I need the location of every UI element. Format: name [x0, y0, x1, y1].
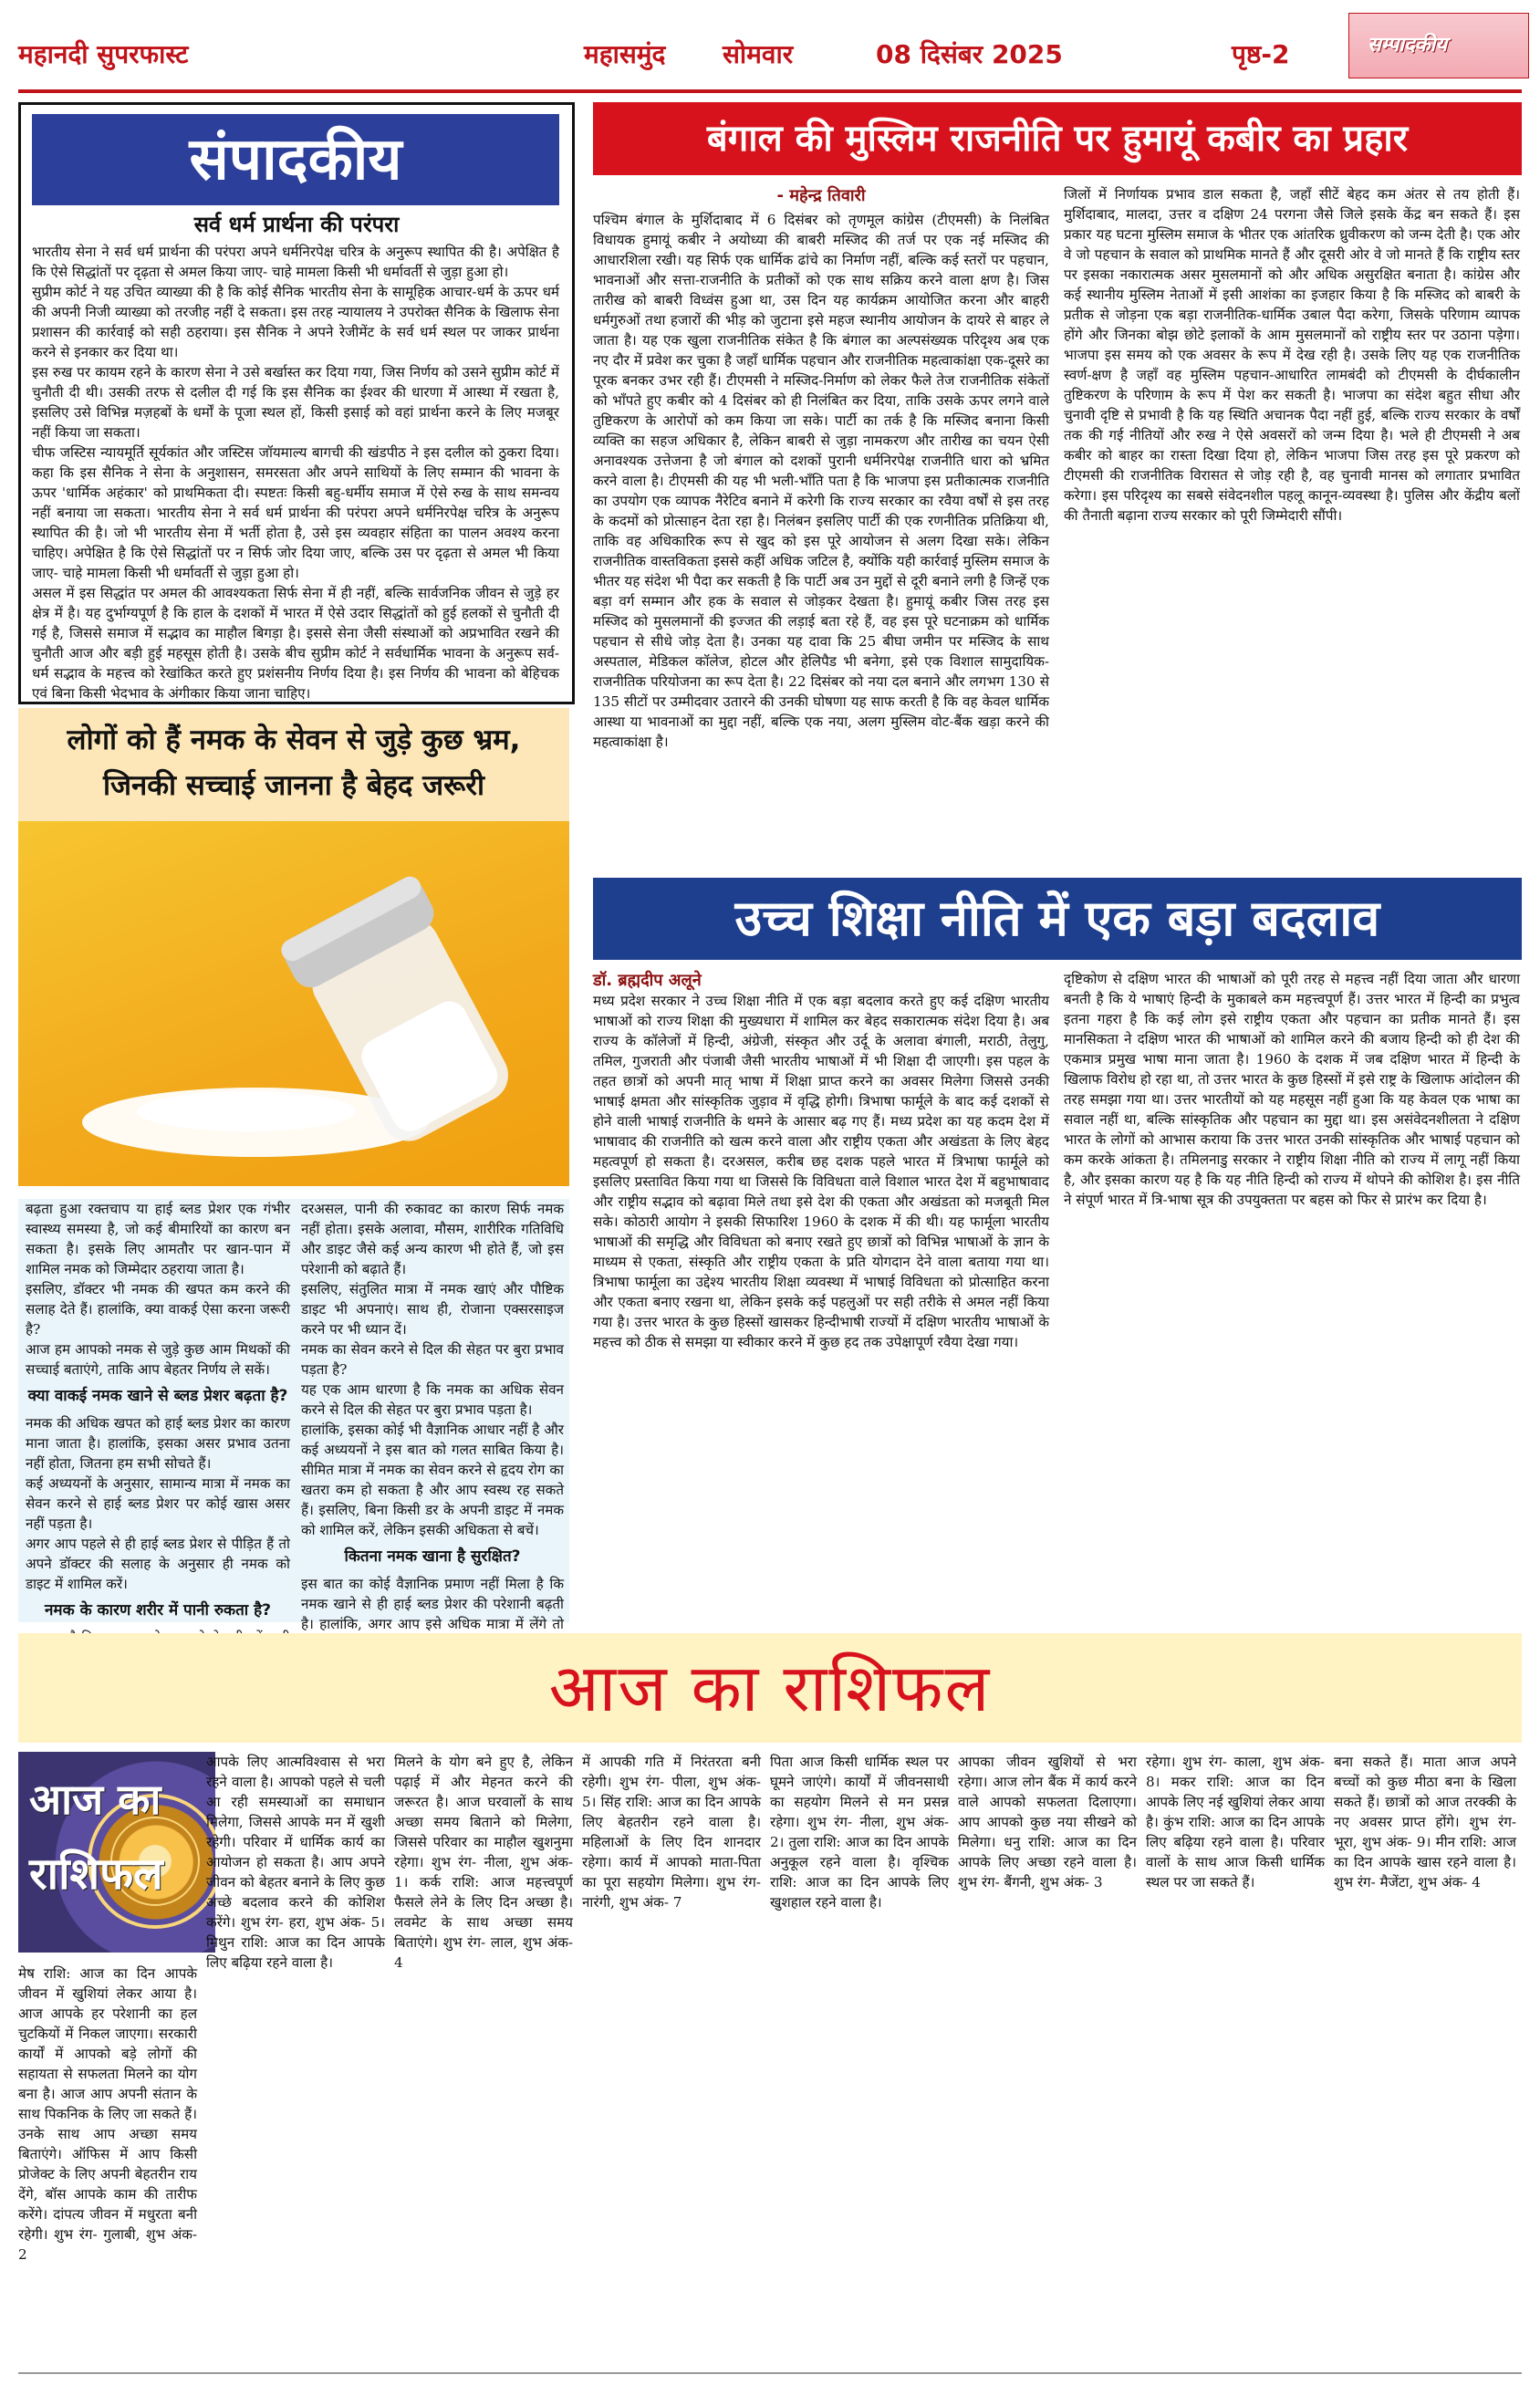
bengal-article — [593, 102, 1522, 870]
education-headline: उच्च शिक्षा नीति में एक बड़ा बदलाव — [593, 878, 1522, 960]
bengal-column-1 — [593, 184, 1049, 752]
rashifal-column: मिलने के योग बने हुए है, लेकिन पढ़ाई में और मेहनत करने की जरूरत है। आज घरवालों के साथ अच्छा समय बिताने को मिलेगा, जिससे परिवार का माहौल खुशनुमा रहेगा। शुभ रंग- नीला, शुभ अंक- 1। कर्क राशि: आज महत्त्वपूर्ण फैसले लेने के लिए दिन अच्छा है। लवमेट के साथ अच्छा समय बिताएंगे। शुभ रंग- लाल, शुभ अंक- 4 — [394, 1754, 573, 1971]
day-name: सोमवार — [723, 39, 794, 69]
rashifal-logo-line2: राशिफल — [29, 1849, 163, 1900]
bengal-paragraph: पश्चिम बंगाल के मुर्शिदाबाद में 6 दिसंबर को तृणमूल कांग्रेस (टीएमसी) के निलंबित विधायक हुमायूं कबीर ने अयोध्या की बाबरी मस्जिद की तर्ज पर एक नई मस्जिद की आधारशिला रखी। यह सिर्फ एक धार्मिक ढांचे का निर्माण नहीं, बल्कि कई स्तरों पर पहचान, भावनाओं और सत्ता-राजनीति के प्रतीकों को एक साथ सक्रिय करने वाला क्षण है। जिस तारीख को बाबरी विध्वंस हुआ था, उस दिन यह कार्यक्रम आयोजित करना और बाहरी धर्मगुरुओं तथा हजारों की भीड़ को जुटाना इसे महज स्थानीय आयोजन के दायरे से बाहर ले जाता है। यह एक खुला राजनीतिक संकेत है कि बंगाल का अल्पसंख्यक परिदृश्य अब एक नए दौर में प्रवेश कर चुका है जहाँ धार्मिक पहचान और राजनीतिक महत्वाकांक्षा एक-दूसरे का पूरक बनकर उभर रही हैं। टीएमसी ने मस्जिद-निर्माण को लेकर फैले तेज राजनीतिक संकेतों को भाँपते हुए कबीर को 4 दिसंबर को ही निलंबित कर दिया, ताकि उसके ऊपर लगने वाले तुष्टिकरण के आरोपों को कम किया जा सके। पार्टी का तर्क है कि मस्जिद बनाना किसी व्यक्ति का सहज अधिकार है, लेकिन बाबरी से जुड़ा नामकरण और तारीख का चयन ऐसी अनावश्यक उत्तेजना है जो बंगाल को दशकों पुरानी धर्मनिरपेक्ष राजनीति धारा को भ्रमित करने वाला है। टीएमसी की यह भी भली-भाँति पता है कि भाजपा इस प्रतीकात्मक राजनीति का उपयोग एक व्यापक नैरेटिव बनाने में करेगी कि राज्य सरकार का रवैया वर्षों से इस तरह के कदमों को प्रोत्साहन देता रहा है। निलंबन इसलिए पार्टी की एक रणनीतिक प्रतिक्रिया थी, ताकि वह अधिकारिक रूप से खुद को इस पूरे आयोजन से अलग दिखा सके। लेकिन राजनीतिक वास्तविकता इससे कहीं अधिक जटिल है, क्योंकि यही कार्रवाई मुस्लिम समाज के भीतर यह संदेश भी पैदा कर सकती है कि पार्टी अब उन मुद्दों से दूरी बनाने लगी है जिन्हें एक बड़ा वर्ग सम्मान और हक के सवाल से जोड़कर देखता है। हुमायूं कबीर जिस तरह इस मस्जिद को मुसलमानों की इज्जत की लड़ाई बता रहे हैं, वह इस पूरे घटनाक्रम को धार्मिक पहचान से सीधे जोड़ देता है। उनका यह दावा कि 25 बीघा जमीन पर मस्जिद के साथ अस्पताल, मेडिकल कॉलेज, होटल और हेलिपैड भी बनेगा, इसे एक विशाल सामुदायिक-राजनीतिक परियोजना का रूप देता है। 22 दिसंबर को नया दल बनाने और लगभग 130 से 135 सीटों पर उम्मीदवार उतारने की उनकी घोषणा यह साफ करती है कि वह केवल धार्मिक आस्था या भावनाओं का मुद्दा नहीं, बल्कि एक नया, अलग मुस्लिम वोट-बैंक खड़ा करने की महत्वाकांक्षा है। — [593, 212, 1049, 750]
bengal-headline: बंगाल की मुस्लिम राजनीति पर हुमायूं कबीर का प्रहार — [593, 102, 1522, 175]
masthead — [0, 0, 1540, 102]
salt-paragraph: हालांकि, इसका कोई भी वैज्ञानिक आधार नहीं है और कई अध्ययनों ने इस बात को गलत साबित किया है। सीमित मात्रा में नमक का सेवन करने से हृदय रोग का खतरा कम हो सकता है और आप स्वस्थ रह सकते हैं। इसलिए, बिना किसी डर के अपनी डाइट में नमक को शामिल करें, लेकिन इसकी अधिकता से बचें। — [301, 1422, 564, 1538]
editorial-section — [18, 102, 575, 704]
salt-paragraph: इसलिए, संतुलित मात्रा में नमक खाएं और पौष्टिक डाइट भी अपनाएं। साथ ही, रोजाना एक्सरसाइज करने पर भी ध्यान दें। — [301, 1281, 564, 1338]
editorial-banner — [32, 114, 559, 205]
salt-headline-line2: जिनकी सच्चाई जानना है बेहद जरूरी — [103, 769, 484, 802]
footer-rule — [18, 2372, 1522, 2374]
salt-question-heading: कितना नमक खाना है सुरक्षित? — [344, 1547, 521, 1566]
salt-paragraph: इसलिए, डॉक्टर भी नमक की खपत कम करने की सलाह देते हैं। हालांकि, क्या वाकई ऐसा करना जरूरी है? — [26, 1281, 290, 1338]
page-number: पृष्ठ-2 — [1232, 39, 1290, 69]
salt-headline — [18, 708, 569, 821]
education-column-1 — [593, 969, 1049, 1352]
salt-question-heading: क्या वाकई नमक खाने से ब्लड प्रेशर बढ़ता है? — [27, 1387, 288, 1405]
salt-paragraph: इस बात का कोई वैज्ञानिक प्रमाण नहीं मिला है कि नमक खाने से ही हाई ब्लड प्रेशर की परेशानी बढ़ती है। हालांकि, अगर आप इसे अधिक मात्रा में लेंगे तो — [301, 1576, 564, 1632]
salt-paragraph: अगर आप पहले से ही हाई ब्लड प्रेशर से पीड़ित हैं तो अपने डॉक्टर की सलाह के अनुसार ही नमक को डाइट में शामिल करें। — [26, 1536, 290, 1592]
city-name: महासमुंद — [584, 39, 666, 69]
salt-left-column — [26, 1199, 290, 1688]
rashifal-headline: आज का राशिफल — [18, 1633, 1522, 1743]
editorial-body — [32, 242, 559, 703]
issue-date: 08 दिसंबर 2025 — [876, 39, 1063, 69]
salt-paragraph: नमक की अधिक खपत को हाई ब्लड प्रेशर का कारण माना जाता है। हालांकि, इसका असर प्रभाव उतना नहीं होता, जितना हम सभी सोचते हैं। — [26, 1415, 290, 1472]
education-article — [593, 878, 1522, 1624]
salt-shaker-photo — [18, 821, 569, 1186]
rashifal-logo — [18, 1752, 215, 1953]
salt-shaker-illustration — [18, 821, 569, 1186]
rashifal-column: आपका जीवन खुशियों से भरा रहेगा। आज लोन बैंक में कार्य करने वाले आपको सफलता दिलाएगा। आप आपको कुछ नया सीखने को मिलेगा। धनु राशि: आज का दिन आपके लिए अच्छा रहने वाला है। शुभ रंग- बैंगनी, शुभ अंक- 3 — [958, 1754, 1137, 1890]
editorial-subtitle: सर्व धर्म प्रार्थना की परंपरा — [193, 212, 400, 237]
salt-question-heading: नमक के कारण शरीर में पानी रुकता है? — [45, 1601, 271, 1620]
editorial-paragraph: चीफ जस्टिस न्यायमूर्ति सूर्यकांत और जस्टिस जॉयमाल्य बागची की खंडपीठ ने इस दलील को ठुकरा दिया। कहा कि इस सैनिक ने सेना के अनुशासन, समरसता और अपने साथियों के लिए सम्मान की भावना के ऊपर 'धार्मिक अहंकार' को प्राथमिकता दी। स्पष्टतः किसी बहु-धर्मीय समाज में ऐसे रुख के साथ समन्वय नहीं बनाया जा सकता। भारतीय सेना ने सर्व धर्म प्रार्थना की परंपरा अपने धर्मनिरपेक्ष चरित्र के अनुरूप स्थापित की है। जो भी भारतीय सेना में भर्ती होता है, उसे इस व्यवहार संहिता का पालन अवश्य करना चाहिए। अपेक्षित है कि ऐसे सिद्धांतों पर न सिर्फ जोर दिया जाए, बल्कि उस पर दृढ़ता से अमल भी किया जाए- चाहे मामला किसी भी धर्मावर्ती से जुड़ा हुआ हो। — [32, 444, 559, 581]
rashifal-logo-line1: आज का — [29, 1775, 161, 1824]
salt-paragraph: बढ़ता हुआ रक्तचाप या हाई ब्लड प्रेशर एक गंभीर स्वास्थ्य समस्या है, जो कई बीमारियों का कारण बन सकता है। इसके लिए आमतौर पर खान-पान में शामिल नमक को जिम्मेदार ठहराया जाता है। — [26, 1201, 290, 1277]
salt-paragraph: यह एक आम धारणा है कि नमक का अधिक सेवन करने से दिल की सेहत पर बुरा प्रभाव पड़ता है। — [301, 1381, 564, 1418]
rashifal-column: रहेगा। शुभ रंग- काला, शुभ अंक- 8। मकर राशि: आज का दिन आपके लिए नई खुशियां लेकर आया है। कुंभ राशि: आज का दिन आपके लिए बढ़िया रहने वाला है। परिवार वालों के साथ आज किसी धार्मिक स्थल पर जा सकते हैं। — [1146, 1754, 1325, 1890]
bengal-column-2 — [1064, 184, 1520, 526]
editorial-title: संपादकीय — [189, 125, 402, 193]
salt-article — [18, 708, 569, 1632]
bengal-paragraph: जिलों में निर्णायक प्रभाव डाल सकता है, जहाँ सीटें बेहद कम अंतर से तय होती हैं। मुर्शिदाबाद, मालदा, उत्तर व दक्षिण 24 परगना जैसे जिले इसके केंद्र बन सकते हैं। इस प्रकार यह घटना मुस्लिम समाज के भीतर एक आंतरिक ध्रुवीकरण को जन्म देती है। एक ओर वे जो पहचान के सवाल को प्राथमिक मानते हैं और दूसरी ओर वे जो मानते हैं कि राष्ट्रीय स्तर पर इसका नकारात्मक असर मुसलमानों को और अधिक असुरक्षित बनाता है। कांग्रेस और कई स्थानीय मुस्लिम नेताओं में इसी आशंका का इजहार किया है कि मस्जिद को बाबरी के प्रतीक से जोड़ना एक बड़ा राजनीतिक-धार्मिक उबाल पैदा करेगा, जिसके परिणाम व्यापक होंगे और जिनका बोझ छोटे इलाकों के आम मुसलमानों को राष्ट्रीय स्तर पर उठाना पड़ेगा। भाजपा इस समय को एक अवसर के रूप में देख रही है। उसके लिए यह एक राजनीतिक स्वर्ण-क्षण है जहाँ वह मुस्लिम पहचान-आधारित लामबंदी को टीएमसी के दीर्घकालीन तुष्टिकरण के परिणाम के रूप में पेश कर सकती है। भाजपा का संदेश बहुत सीधा और चुनावी दृष्टि से प्रभावी है कि यह स्थिति अचानक पैदा नहीं हुई, बल्कि राज्य सरकार के वर्षों तक की गई नीतियों और रुख ने ऐसे अवसरों को जन्म दिया है। भले ही टीएमसी ने अब कबीर को बाहर का रास्ता दिखा दिया हो, लेकिन भाजपा जिस तरह इस पूरे प्रकरण को टीएमसी की राजनीतिक विरासत से जोड़ रही है, वह चुनावी मानस को लगातार प्रभावित करेगा। इस परिदृश्य का सबसे संवेदनशील पहलू कानून-व्यवस्था है। पुलिस और केंद्रीय बलों की तैनाती बढ़ाना राज्य सरकार को पूरी जिम्मेदारी सौंपी। — [1064, 186, 1520, 524]
education-column-2 — [1064, 969, 1520, 1210]
rashifal-column: बना सकते हैं। माता आज अपने बच्चों को कुछ मीठा बना के खिला सकते हैं। छात्रों को आज तरक्की के नए अवसर प्राप्त होंगे। शुभ रंग- भूरा, शुभ अंक- 9। मीन राशि: आज का दिन आपके खास रहने वाला है। शुभ रंग- मैजेंटा, शुभ अंक- 4 — [1334, 1754, 1516, 1890]
header-rule — [18, 89, 1522, 93]
bengal-byline: - महेन्द्र तिवारी — [776, 186, 866, 205]
education-paragraph: मध्य प्रदेश सरकार ने उच्च शिक्षा नीति में एक बड़ा बदलाव करते हुए कई दक्षिण भारतीय भाषाओं को राज्य शिक्षा की मुख्यधारा में शामिल कर बेहद सकारात्मक संदेश दिया है। अब राज्य के कॉलेजों में हिन्दी, अंग्रेजी, संस्कृत और उर्दू के अलावा बंगाली, मराठी, तेलुगु, तमिल, गुजराती और पंजाबी जैसी भारतीय भाषाओं में भी शिक्षा दी जाएगी। इस पहल के तहत छात्रों को अपनी मातृ भाषा में शिक्षा प्राप्त करने का अवसर मिलेगा जिससे उनकी भाषाई क्षमता और सांस्कृतिक जुड़ाव में वृद्धि होगी। त्रिभाषा फार्मूले के बाद कई दशकों से होने वाली भाषाई राजनीति के थमने के आसार बढ़ गए हैं। मध्य प्रदेश का यह कदम देश में भाषावाद की राजनीति को खत्म करने वाला और राष्ट्रीय एकता और अखंडता के लिए बेहद महत्वपूर्ण हो सकता है। दरअसल, करीब छह दशक पहले भारत में त्रिभाषा फार्मूले को इसलिए प्रस्तावित किया गया था जिससे कि विविधता वाले विशाल भारत देश में बहुभाषावाद और राष्ट्रीय सद्भाव को बढ़ावा मिले तथा इसे देश की एकता और अखंडता को मजबूती मिल सके। कोठारी आयोग ने इसकी सिफारिश 1960 के दशक में की थी। यह फार्मूला भारतीय भाषाओं की समृद्धि और विविधता को बनाए रखते हुए छात्रों को विभिन्न भाषाओं के ज्ञान के माध्यम से एकता, संस्कृति और राष्ट्रीय एकता के प्रति योगदान देने वाला बताया गया था। त्रिभाषा फार्मूला का उद्देश्य भारतीय शिक्षा व्यवस्था में भाषाई विविधता को प्रोत्साहित करना और एकता बनाए रखना था, लेकिन इसके कई पहलुओं पर सही तरीके से अमल नहीं किया गया है। उत्तर भारत के कुछ हिस्सों खासकर हिन्दीभाषी राज्यों में दक्षिण भारतीय भाषाओं के महत्त्व को ठीक से समझा या स्वीकार करने में कुछ हद तक उपेक्षापूर्ण रवैया देखा गया। — [593, 993, 1049, 1350]
editorial-paragraph: इस रुख पर कायम रहने के कारण सेना ने उसे बर्खास्त कर दिया गया, जिस निर्णय को उसने सुप्रीम कोर्ट में चुनौती दी थी। उसकी तरफ से दलील दी गई कि इस सैनिक का ईश्वर की धारणा में आस्था में रखता है, इसलिए उसे विभिन्न मज़हबों के धर्मों के पूजा स्थल हों, किसी इसाई को वहां प्रार्थना करने के लिए मजबूर नहीं किया जा सकता। — [32, 364, 559, 441]
rashifal-column: पिता आज किसी धार्मिक स्थल पर घूमने जाएंगे। कार्यों में जीवनसाथी का सहयोग मिलने से मन प्रसन्न रहेगा। शुभ रंग- नीला, शुभ अंक- 2। तुला राशि: आज का दिन आपके अनुकूल रहने वाला है। वृश्चिक राशि: आज का दिन आपके लिए खुशहाल रहने वाला है। — [770, 1754, 949, 1911]
section-logo-text: सम्पादकीय — [1368, 34, 1448, 57]
salt-body — [18, 1199, 569, 1632]
section-logo — [1348, 13, 1529, 78]
editorial-paragraph: असल में इस सिद्धांत पर अमल की आवश्यकता सिर्फ सेना में ही नहीं, बल्कि सार्वजनिक जीवन से जुड़े हर क्षेत्र में है। यह दुर्भाग्यपूर्ण है कि हाल के दशकों में भारत में ऐसे उदार सिद्धांतों को हुई हलकों से चुनौती दी गई है, जिससे समाज में सद्भाव का माहौल बिगड़ा है। इससे सेना जैसी संस्थाओं को अप्रभावित रखने की चुनौती आज और बड़ी हुई महसूस होती है। उसके बीच सुप्रीम कोर्ट ने सर्वधार्मिक भावना के अनुरूप सर्व-धर्म सद्भाव के महत्त्व को रेखांकित करते हुए प्रशंसनीय निर्णय दिया है। इस निर्णय की भावना को बेहिचक एवं बिना किसी भेदभाव के अंगीकार किया जाना चाहिए। — [32, 585, 559, 702]
salt-paragraph: नमक का सेवन करने से दिल की सेहत पर बुरा प्रभाव पड़ता है? — [301, 1341, 564, 1378]
education-byline: डॉ. ब्रह्मदीप अलूने — [593, 971, 702, 990]
paper-name: महानदी सुपरफास्ट — [18, 39, 189, 69]
rashifal-column: आपके लिए आत्मविश्वास से भरा रहने वाला है। आपको पहले से चली आ रही समस्याओं का समाधान मिलेगा, जिससे आपके मन में खुशी रहेगी। परिवार में धार्मिक कार्य का आयोजन हो सकता है। आप अपने जीवन को बेहतर बनाने के लिए कुछ अच्छे बदलाव करने की कोशिश करेंगे। शुभ रंग- हरा, शुभ अंक- 5। मिथुन राशि: आज का दिन आपके लिए बढ़िया रहने वाला है। — [206, 1754, 385, 1971]
rashifal-section — [18, 1633, 1522, 2381]
editorial-paragraph: भारतीय सेना ने सर्व धर्म प्रार्थना की परंपरा अपने धर्मनिरपेक्ष चरित्र के अनुरूप स्थापित की है। अपेक्षित है कि ऐसे सिद्धांतों पर दृढ़ता से अमल किया जाए- चाहे मामला किसी भी धर्मावर्ती से जुड़ा हुआ हो। — [32, 244, 559, 280]
salt-paragraph: दरअसल, पानी की रुकावट का कारण सिर्फ नमक नहीं होता। इसके अलावा, मौसम, शारीरिक गतिविधि और डाइट जैसे कई अन्य कारण भी होते हैं, जो इस परेशानी को बढ़ाते हैं। — [301, 1201, 564, 1277]
editorial-paragraph: सुप्रीम कोर्ट ने यह उचित व्याख्या की है कि कोई सैनिक भारतीय सेना के सामूहिक आचार-धर्म के ऊपर धर्म की अपनी निजी व्याख्या को तरजीह नहीं दे सकता। इस तरह न्यायालय ने उपरोक्त सैनिक के खिलाफ सेना प्रशासन की कार्रवाई को सही ठहराया। इस सैनिक ने अपने रेजीमेंट के सर्व धर्म स्थल पर जाकर प्रार्थना करने से इनकार कर दिया था। — [32, 284, 559, 360]
salt-headline-line1: लोगों को हैं नमक के सेवन से जुड़े कुछ भ्रम, — [67, 724, 521, 756]
salt-paragraph: आज हम आपको नमक से जुड़े कुछ आम मिथकों की सच्चाई बताएंगे, ताकि आप बेहतर निर्णय ले सकें। — [26, 1341, 290, 1378]
rashifal-column: में आपकी गति में निरंतरता बनी रहेगी। शुभ रंग- पीला, शुभ अंक- 5। सिंह राशि: आज का दिन आपके लिए बेहतरीन रहने वाला है। महिलाओं के लिए दिन शानदार रहेगा। कार्य में आपको माता-पिता का पूरा सहयोग मिलेगा। शुभ रंग- नारंगी, शुभ अंक- 7 — [582, 1754, 761, 1911]
rashifal-column: मेष राशि: आज का दिन आपके जीवन में खुशियां लेकर आया है। आज आपके हर परेशानी का हल चुटकियों में निकल जाएगा। सरकारी कार्यों में आपको बड़े लोगों की सहायता से सफलता मिलने का योग बना है। आज आप अपनी संतान के साथ पिकनिक के लिए जा सकते हैं। उनके साथ आप अच्छा समय बिताएंगे। ऑफिस में आप किसी प्रोजेक्ट के लिए अपनी बेहतरीन राय देंगे, बॉस आपके काम की तारीफ करेंगे। दांपत्य जीवन में मधुरता बनी रहेगी। शुभ रंग- गुलाबी, शुभ अंक- 2 — [18, 1965, 197, 2263]
salt-paragraph: कई अध्ययनों के अनुसार, सामान्य मात्रा में नमक का सेवन करने से हाई ब्लड प्रेशर पर कोई खास असर नहीं पड़ता है। — [26, 1475, 290, 1532]
education-paragraph: दृष्टिकोण से दक्षिण भारत की भाषाओं को पूरी तरह से महत्त्व नहीं दिया जाता और धारणा बनती है कि ये भाषाएं हिन्दी के मुकाबले कम महत्त्वपूर्ण हैं। उत्तर भारत में हिन्दी का प्रभुत्व इतना गहरा है कि कई लोग इसे राष्ट्रीय एकता और पहचान का प्रतीक मानते हैं। इस मानसिकता ने दक्षिण भारत की भाषाओं को शामिल करने की बजाय हिन्दी को ही देश की एकमात्र प्रमुख भाषा माना जाता है। 1960 के दशक में जब दक्षिण भारत में हिन्दी के खिलाफ विरोध हो रहा था, तो उत्तर भारत के कुछ हिस्सों में इसे राष्ट्र के खिलाफ आंदोलन की तरह समझा गया था। उत्तर भारतीयों को यह महसूस नहीं हुआ कि यह केवल एक भाषा का सवाल नहीं था, बल्कि सांस्कृतिक और पहचान का मुद्दा था। इस असंवेदनशीलता ने दक्षिण भारत के लोगों को आभास कराया कि उत्तर भारत उनकी सांस्कृतिक और भाषाई पहचान को कम करके आंकता है। तमिलनाडु सरकार ने राष्ट्रीय शिक्षा नीति को राज्य में लागू नहीं किया है, और इसका कारण यह है कि यह नीति हिन्दी को राज्य में थोपने की कोशिश है। इस नीति ने संपूर्ण भारत में त्रि-भाषा सूत्र की उपयुक्तता पर बहस को फिर से प्रारंभ कर दिया है। — [1064, 971, 1520, 1208]
